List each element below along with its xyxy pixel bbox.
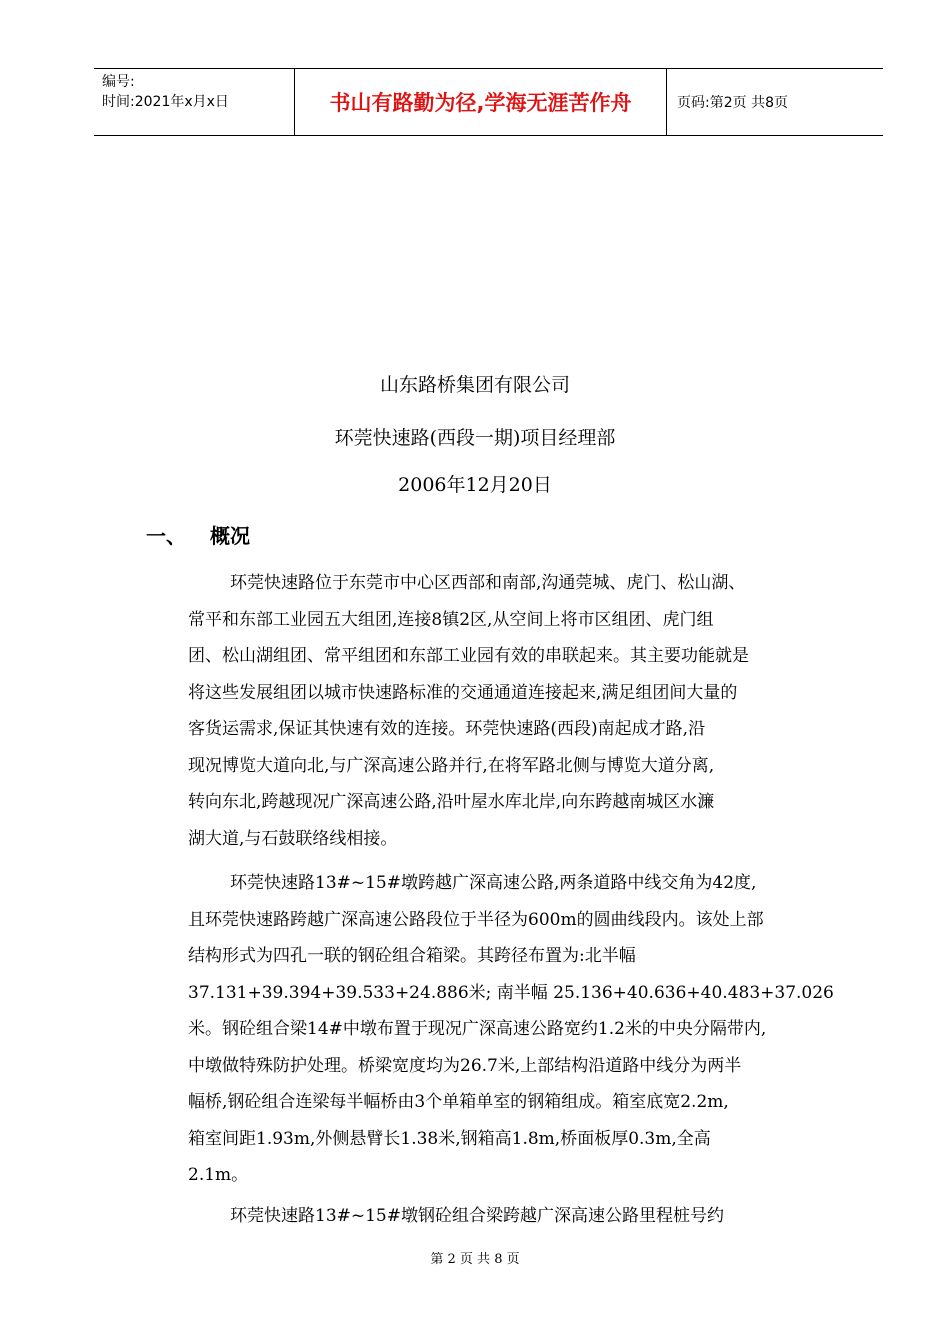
department-name: 环莞快速路(西段一期)项目经理部 [334,427,616,449]
header-motto: 书山有路勤为径,学海无涯苦作舟 [295,69,667,135]
paragraph-line: 常平和东部工业园五大组团,连接8镇2区,从空间上将市区组团、虎门组 [188,609,714,630]
header-meta-cell [94,69,295,135]
paragraph-line: 客货运需求,保证其快速有效的连接。环莞快速路(西段)南起成才路,沿 [188,719,706,739]
paragraph-line: 环莞快速路13#~15#墩钢砼组合梁跨越广深高速公路里程桩号约 [230,1206,724,1226]
paragraph-line: 环莞快速路13#~15#墩跨越广深高速公路,两条道路中线交角为42度, [230,873,757,893]
company-name: 山东路桥集团有限公司 [379,374,570,396]
document-date: 2006年12月20日 [398,474,552,496]
paragraph-line: 环莞快速路位于东莞市中心区西部和南部,沟通莞城、虎门、松山湖、 [230,573,746,593]
paragraph-line: 幅桥,钢砼组合连梁每半幅桥由3个单箱单室的钢箱组成。箱室底宽2.2m, [188,1092,729,1112]
paragraph-line: 箱室间距1.93m,外侧悬臂长1.38米,钢箱高1.8m,桥面板厚0.3m,全高 [188,1128,711,1149]
section-title: 概况 [210,524,250,548]
paragraph-line: 团、松山湖组团、常平组团和东部工业园有效的串联起来。其主要功能就是 [188,646,749,666]
section-heading [146,520,250,549]
document-header [94,68,883,136]
paragraph-overview [0,565,950,857]
section-number: 一、 [146,524,186,548]
paragraph-line: 结构形式为四孔一联的钢砼组合箱梁。其跨径布置为:北半幅 [188,946,636,966]
paragraph-line: 米。钢砼组合梁14#中墩布置于现况广深高速公路宽约1.2米的中央分隔带内, [188,1019,767,1039]
number-label: 编号: [102,74,135,90]
paragraph-bridge-structure [0,865,950,1194]
page-footer: 第 2 页 共 8 页 [430,1252,520,1267]
header-page-info: 页码:第2页 共8页 [677,95,788,111]
paragraph-line: 转向东北,跨越现况广深高速公路,沿叶屋水库北岸,向东跨越南城区水濂 [188,792,715,812]
paragraph-line: 将这些发展组团以城市快速路标准的交通通道连接起来,满足组团间大量的 [188,682,738,703]
paragraph-mileage [0,1198,950,1235]
paragraph-line: 2.1m。 [188,1165,249,1185]
paragraph-line: 现况博览大道向北,与广深高速公路并行,在将军路北侧与博览大道分离, [188,755,715,776]
paragraph-line: 中墩做特殊防护处理。桥梁宽度均为26.7米,上部结构沿道路中线分为两半 [188,1055,742,1076]
paragraph-line: 且环莞快速路跨越广深高速公路段位于半径为600m的圆曲线段内。该处上部 [188,909,764,930]
paragraph-line: 湖大道,与石鼓联络线相接。 [188,828,398,849]
time-label: 时间:2021年x月x日 [102,94,229,110]
paragraph-line: 37.131+39.394+39.533+24.886米; 南半幅 25.136+40.636+40.483+37.026 [188,982,834,1003]
